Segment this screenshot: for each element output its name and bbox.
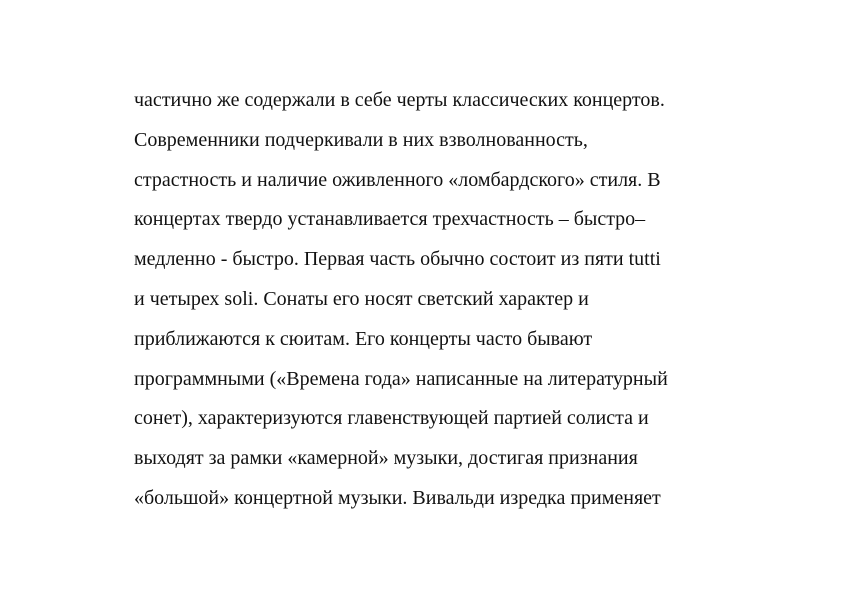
text-line: Современники подчеркивали в них взволнованность, [134, 128, 588, 151]
text-line: сонет), характеризуются главенствующей партией солиста и [134, 407, 649, 430]
text-line: частично же содержали в себе черты классических концертов. [134, 89, 665, 111]
text-line: программными («Времена года» написанные на литературный [134, 367, 668, 390]
text-line: выходят за рамки «камерной» музыки, достигая признания [134, 447, 638, 470]
text-line: концертах твердо устанавливается трехчастность – быстро– [134, 208, 646, 231]
text-line: медленно - быстро. Первая часть обычно состоит из пяти tutti [134, 248, 661, 271]
text-line: страстность и наличие оживленного «ломбардского» стиля. В [134, 168, 661, 191]
text-line: приближаются к сюитам. Его концерты часто бывают [134, 327, 593, 350]
text-line: и четырех soli. Сонаты его носят светский характер и [134, 287, 589, 310]
text-line: «большой» концертной музыки. Вивальди изредка применяет [134, 486, 661, 509]
body-text [134, 86, 734, 524]
